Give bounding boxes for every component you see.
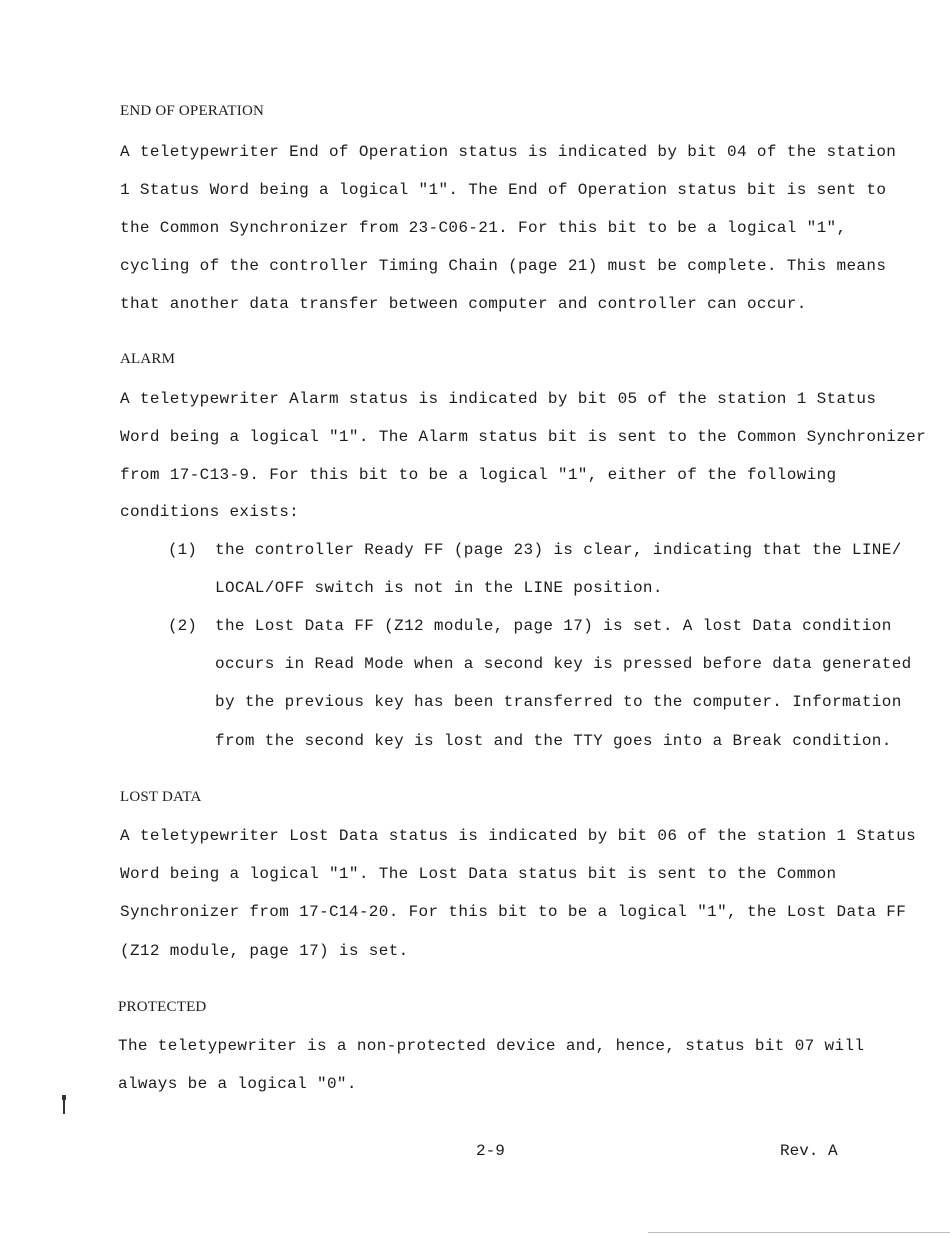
section-heading-lost-data: LOST DATA [120, 789, 202, 805]
alarm-line-3: from 17-C13-9. For this bit to be a logical "1", either of the following [120, 466, 837, 484]
alarm-item-1-line-2: LOCAL/OFF switch is not in the LINE position. [215, 579, 663, 597]
lost-data-line-3: Synchronizer from 17-C14-20. For this bit to be a logical "1", the Lost Data FF [120, 903, 907, 921]
alarm-line-2: Word being a logical "1". The Alarm status bit is sent to the Common Synchronizer [120, 428, 927, 446]
alarm-item-2-line-2: occurs in Read Mode when a second key is pressed before data generated [215, 655, 912, 673]
eoo-line-3: the Common Synchronizer from 23-C06-21. For this bit to be a logical "1", [120, 219, 847, 237]
eoo-line-1: A teletypewriter End of Operation status is indicated by bit 04 of the station [120, 143, 897, 161]
eoo-line-4: cycling of the controller Timing Chain (page 21) must be complete. This means [120, 257, 887, 275]
protected-line-2: always be a logical "0". [118, 1075, 357, 1093]
section-heading-end-of-operation: END OF OPERATION [120, 103, 265, 119]
alarm-item-2-line-1: the Lost Data FF (Z12 module, page 17) is set. A lost Data condition [215, 617, 892, 635]
alarm-line-1: A teletypewriter Alarm status is indicated by bit 05 of the station 1 Status [120, 390, 877, 408]
page-number: 2-9 [476, 1142, 505, 1160]
eoo-line-5: that another data transfer between computer and controller can occur. [120, 295, 807, 313]
eoo-line-2: 1 Status Word being a logical "1". The End of Operation status bit is sent to [120, 181, 887, 199]
lost-data-line-2: Word being a logical "1". The Lost Data status bit is sent to the Common [120, 865, 837, 883]
alarm-line-4: conditions exists: [120, 503, 300, 521]
alarm-item-2-line-3: by the previous key has been transferred to the computer. Information [215, 693, 902, 711]
lost-data-line-4: (Z12 module, page 17) is set. [120, 942, 409, 960]
alarm-item-1-line-1: the controller Ready FF (page 23) is clear, indicating that the LINE/ [215, 541, 902, 559]
section-heading-protected: PROTECTED [118, 999, 207, 1015]
section-heading-alarm: ALARM [120, 351, 176, 367]
lost-data-line-1: A teletypewriter Lost Data status is indicated by bit 06 of the station 1 Status [120, 827, 917, 845]
margin-mark-tick [62, 1095, 66, 1100]
alarm-item-2-number: (2) [168, 617, 197, 635]
revision-label: Rev. A [780, 1142, 838, 1160]
bottom-edge-line [648, 1232, 950, 1233]
alarm-item-1-number: (1) [168, 541, 197, 559]
protected-line-1: The teletypewriter is a non-protected device and, hence, status bit 07 will [118, 1037, 865, 1055]
alarm-item-2-line-4: from the second key is lost and the TTY goes into a Break condition. [215, 732, 892, 750]
